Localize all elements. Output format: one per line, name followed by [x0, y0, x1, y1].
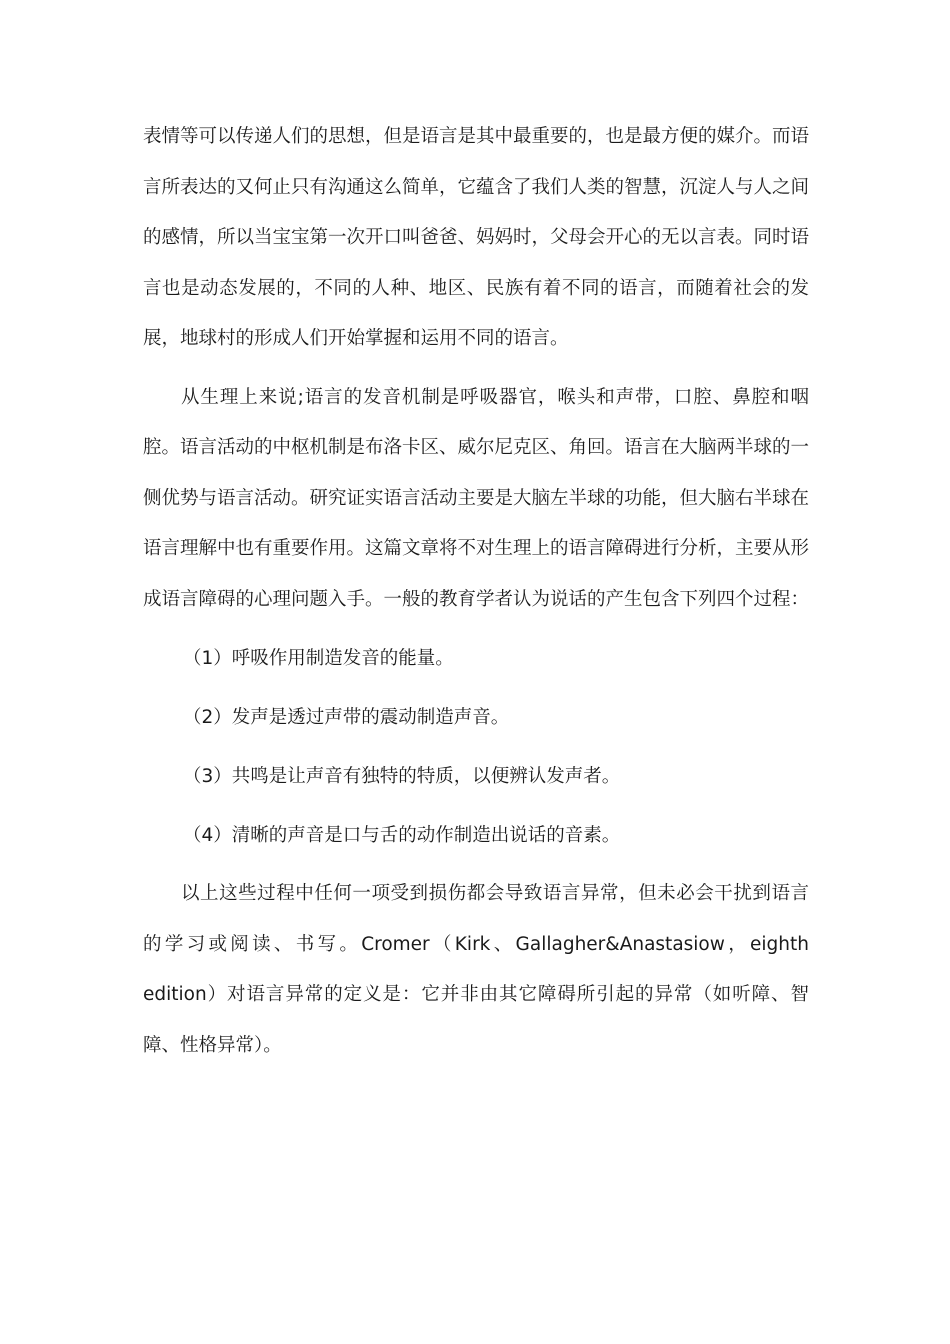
list-item-phonation: （2）发声是透过声带的震动制造声音。 — [183, 707, 510, 728]
list-item-resonance: （3）共鸣是让声音有独特的特质，以便辨认发声者。 — [183, 766, 621, 787]
list-item-breathing: （1）呼吸作用制造发音的能量。 — [183, 648, 454, 669]
list-item-articulation: （4）清晰的声音是口与舌的动作制造出说话的音素。 — [183, 825, 621, 846]
paragraph-language-media: 表情等可以传递人们的思想，但是语言是其中最重要的，也是最方便的媒介。而语言所表达的又何止只有沟通这么简单，它蕴含了我们人类的智慧，沉淀人与人之间的感情，所以当宝宝第一次开口叫爸爸、妈妈时，父母会开心的无以言表。同时语言也是动态发展的，不同的人种、地区、民族有着不同的语言，而随着社会的发展，地球村的形成人们开始掌握和运用不同的语言。 — [143, 126, 810, 349]
paragraph-physiology: 从生理上来说;语言的发音机制是呼吸器官，喉头和声带，口腔、鼻腔和咽腔。语言活动的中枢机制是布洛卡区、威尔尼克区、角回。语言在大脑两半球的一侧优势与语言活动。研究证实语言活动主要是大脑左半球的功能，但大脑右半球在语言理解中也有重要作用。这篇文章将不对生理上的语言障碍进行分析，主要从形成语言障碍的心理问题入手。一般的教育学者认为说话的产生包含下列四个过程： — [143, 386, 810, 610]
paragraph-language-disorder-definition: 以上这些过程中任何一项受到损伤都会导致语言异常，但未必会干扰到语言的学习或阅读、书写。Cromer（Kirk、Gallagher&Anastasiow，eighth edition）对语言异常的定义是：它并非由其它障碍所引起的异常（如听障、智障、性格异常）。 — [143, 883, 809, 1056]
document-body — [143, 112, 809, 1071]
